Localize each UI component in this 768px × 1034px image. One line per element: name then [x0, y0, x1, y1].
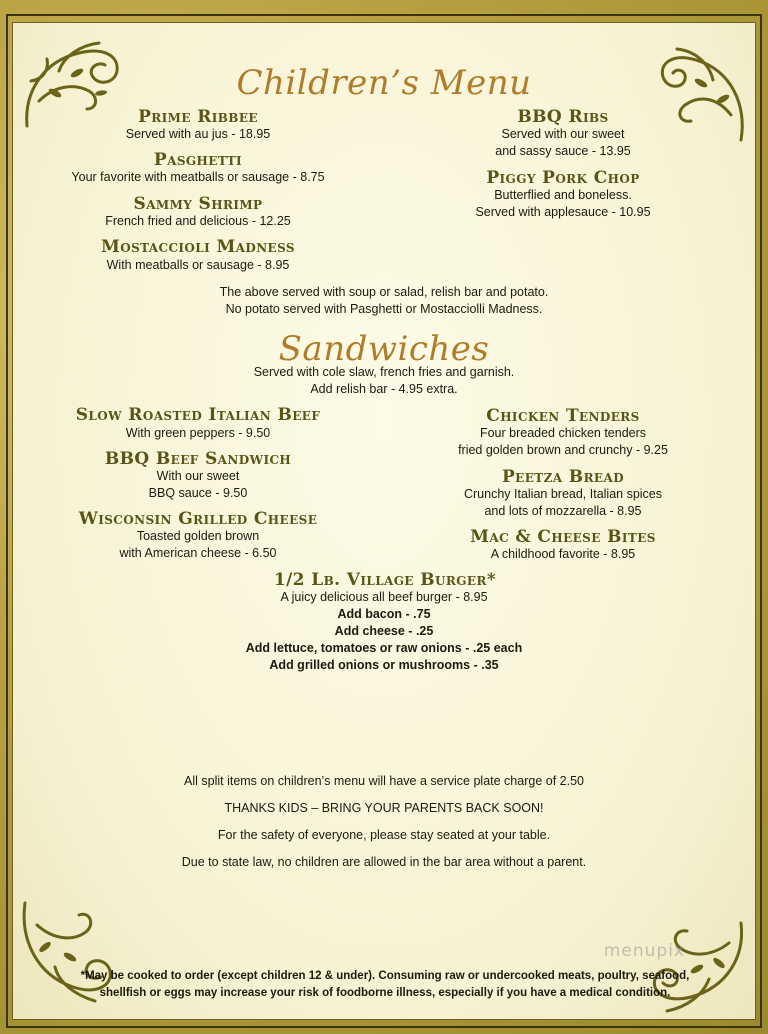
menu-item-desc: With green peppers - 9.50: [125, 426, 271, 440]
footer-note: THANKS KIDS – BRING YOUR PARENTS BACK SOON!: [224, 801, 544, 815]
menu-item-desc: Four breaded chicken tenders: [479, 426, 647, 440]
childrens-menu-title: Children’s Menu: [236, 63, 532, 103]
footer-note: Due to state law, no children are allowed in the bar area without a parent.: [181, 855, 587, 869]
menu-item-desc: and lots of mozzarella - 8.95: [484, 504, 642, 518]
menu-item-name: Prime Ribbee: [138, 107, 258, 127]
footer-note: For the safety of everyone, please stay seated at your table.: [217, 828, 551, 842]
menu-item-name: Pasghetti: [153, 150, 243, 170]
menu-item-desc: with American cheese - 6.50: [119, 546, 277, 560]
menu-item-desc: A childhood favorite - 8.95: [490, 547, 636, 561]
burger-addon: Add cheese - .25: [334, 624, 434, 638]
burger-desc: A juicy delicious all beef burger - 8.95: [280, 590, 488, 604]
menu-item-name: BBQ Ribs: [517, 107, 609, 127]
menu-item-desc: Your favorite with meatballs or sausage - 8.75: [71, 170, 325, 184]
burger-addon: Add grilled onions or mushrooms - .35: [269, 658, 499, 672]
menu-item-name: Mac & Cheese Bites: [470, 527, 656, 547]
childrens-note-1: The above served with soup or salad, relish bar and potato.: [219, 285, 549, 299]
menu-item-desc: Toasted golden brown: [136, 529, 260, 543]
menu-item-name: Chicken Tenders: [486, 406, 640, 426]
menu-item-desc: Served with our sweet: [501, 127, 625, 141]
menu-item-desc: With meatballs or sausage - 8.95: [106, 258, 290, 272]
menu-item-desc: Served with applesauce - 10.95: [475, 205, 651, 219]
sandwiches-intro-1: Served with cole slaw, french fries and garnish.: [253, 365, 515, 379]
menu-item-name: Piggy Pork Chop: [486, 168, 640, 188]
menu-item-name: Slow Roasted Italian Beef: [75, 405, 321, 425]
menu-item-name: Wisconsin Grilled Cheese: [78, 509, 318, 529]
menu-item-desc: With our sweet: [156, 469, 240, 483]
burger-addon: Add bacon - .75: [337, 607, 431, 621]
menu-item-name: Peetza Bread: [502, 467, 624, 487]
disclaimer-line-2: shellfish or eggs may increase your risk of foodborne illness, especially if you have a medical condition.: [99, 987, 671, 999]
sandwiches-intro-2: Add relish bar - 4.95 extra.: [310, 382, 458, 396]
menu-item-desc: French fried and delicious - 12.25: [105, 214, 291, 228]
menu-page: [12, 22, 756, 1020]
burger-name: 1/2 Lb. Village Burger*: [273, 570, 497, 590]
menu-item-desc: Crunchy Italian bread, Italian spices: [463, 487, 663, 501]
menu-item-desc: Served with au jus - 18.95: [125, 127, 271, 141]
menu-item-name: Sammy Shrimp: [133, 194, 263, 214]
menu-item-desc: Butterflied and boneless.: [494, 188, 632, 202]
watermark: menupix: [603, 941, 685, 961]
burger-addon: Add lettuce, tomatoes or raw onions - .25 each: [245, 641, 523, 655]
footer-note: All split items on children’s menu will have a service plate charge of 2.50: [184, 774, 584, 788]
menu-item-desc: BBQ sauce - 9.50: [148, 486, 248, 500]
corner-flourish-bottom-right: [639, 917, 749, 1017]
disclaimer-line-1: *May be cooked to order (except children 12 & under). Consuming raw or undercooked meats, poultry, seafood,: [80, 970, 690, 982]
menu-item-desc: and sassy sauce - 13.95: [495, 144, 631, 158]
sandwiches-title: Sandwiches: [278, 329, 490, 369]
menu-item-name: BBQ Beef Sandwich: [104, 449, 292, 469]
menu-item-name: Mostaccioli Madness: [101, 237, 295, 257]
menu-item-desc: fried golden brown and crunchy - 9.25: [458, 443, 668, 457]
childrens-note-2: No potato served with Pasghetti or Mostacciolli Madness.: [225, 302, 543, 316]
